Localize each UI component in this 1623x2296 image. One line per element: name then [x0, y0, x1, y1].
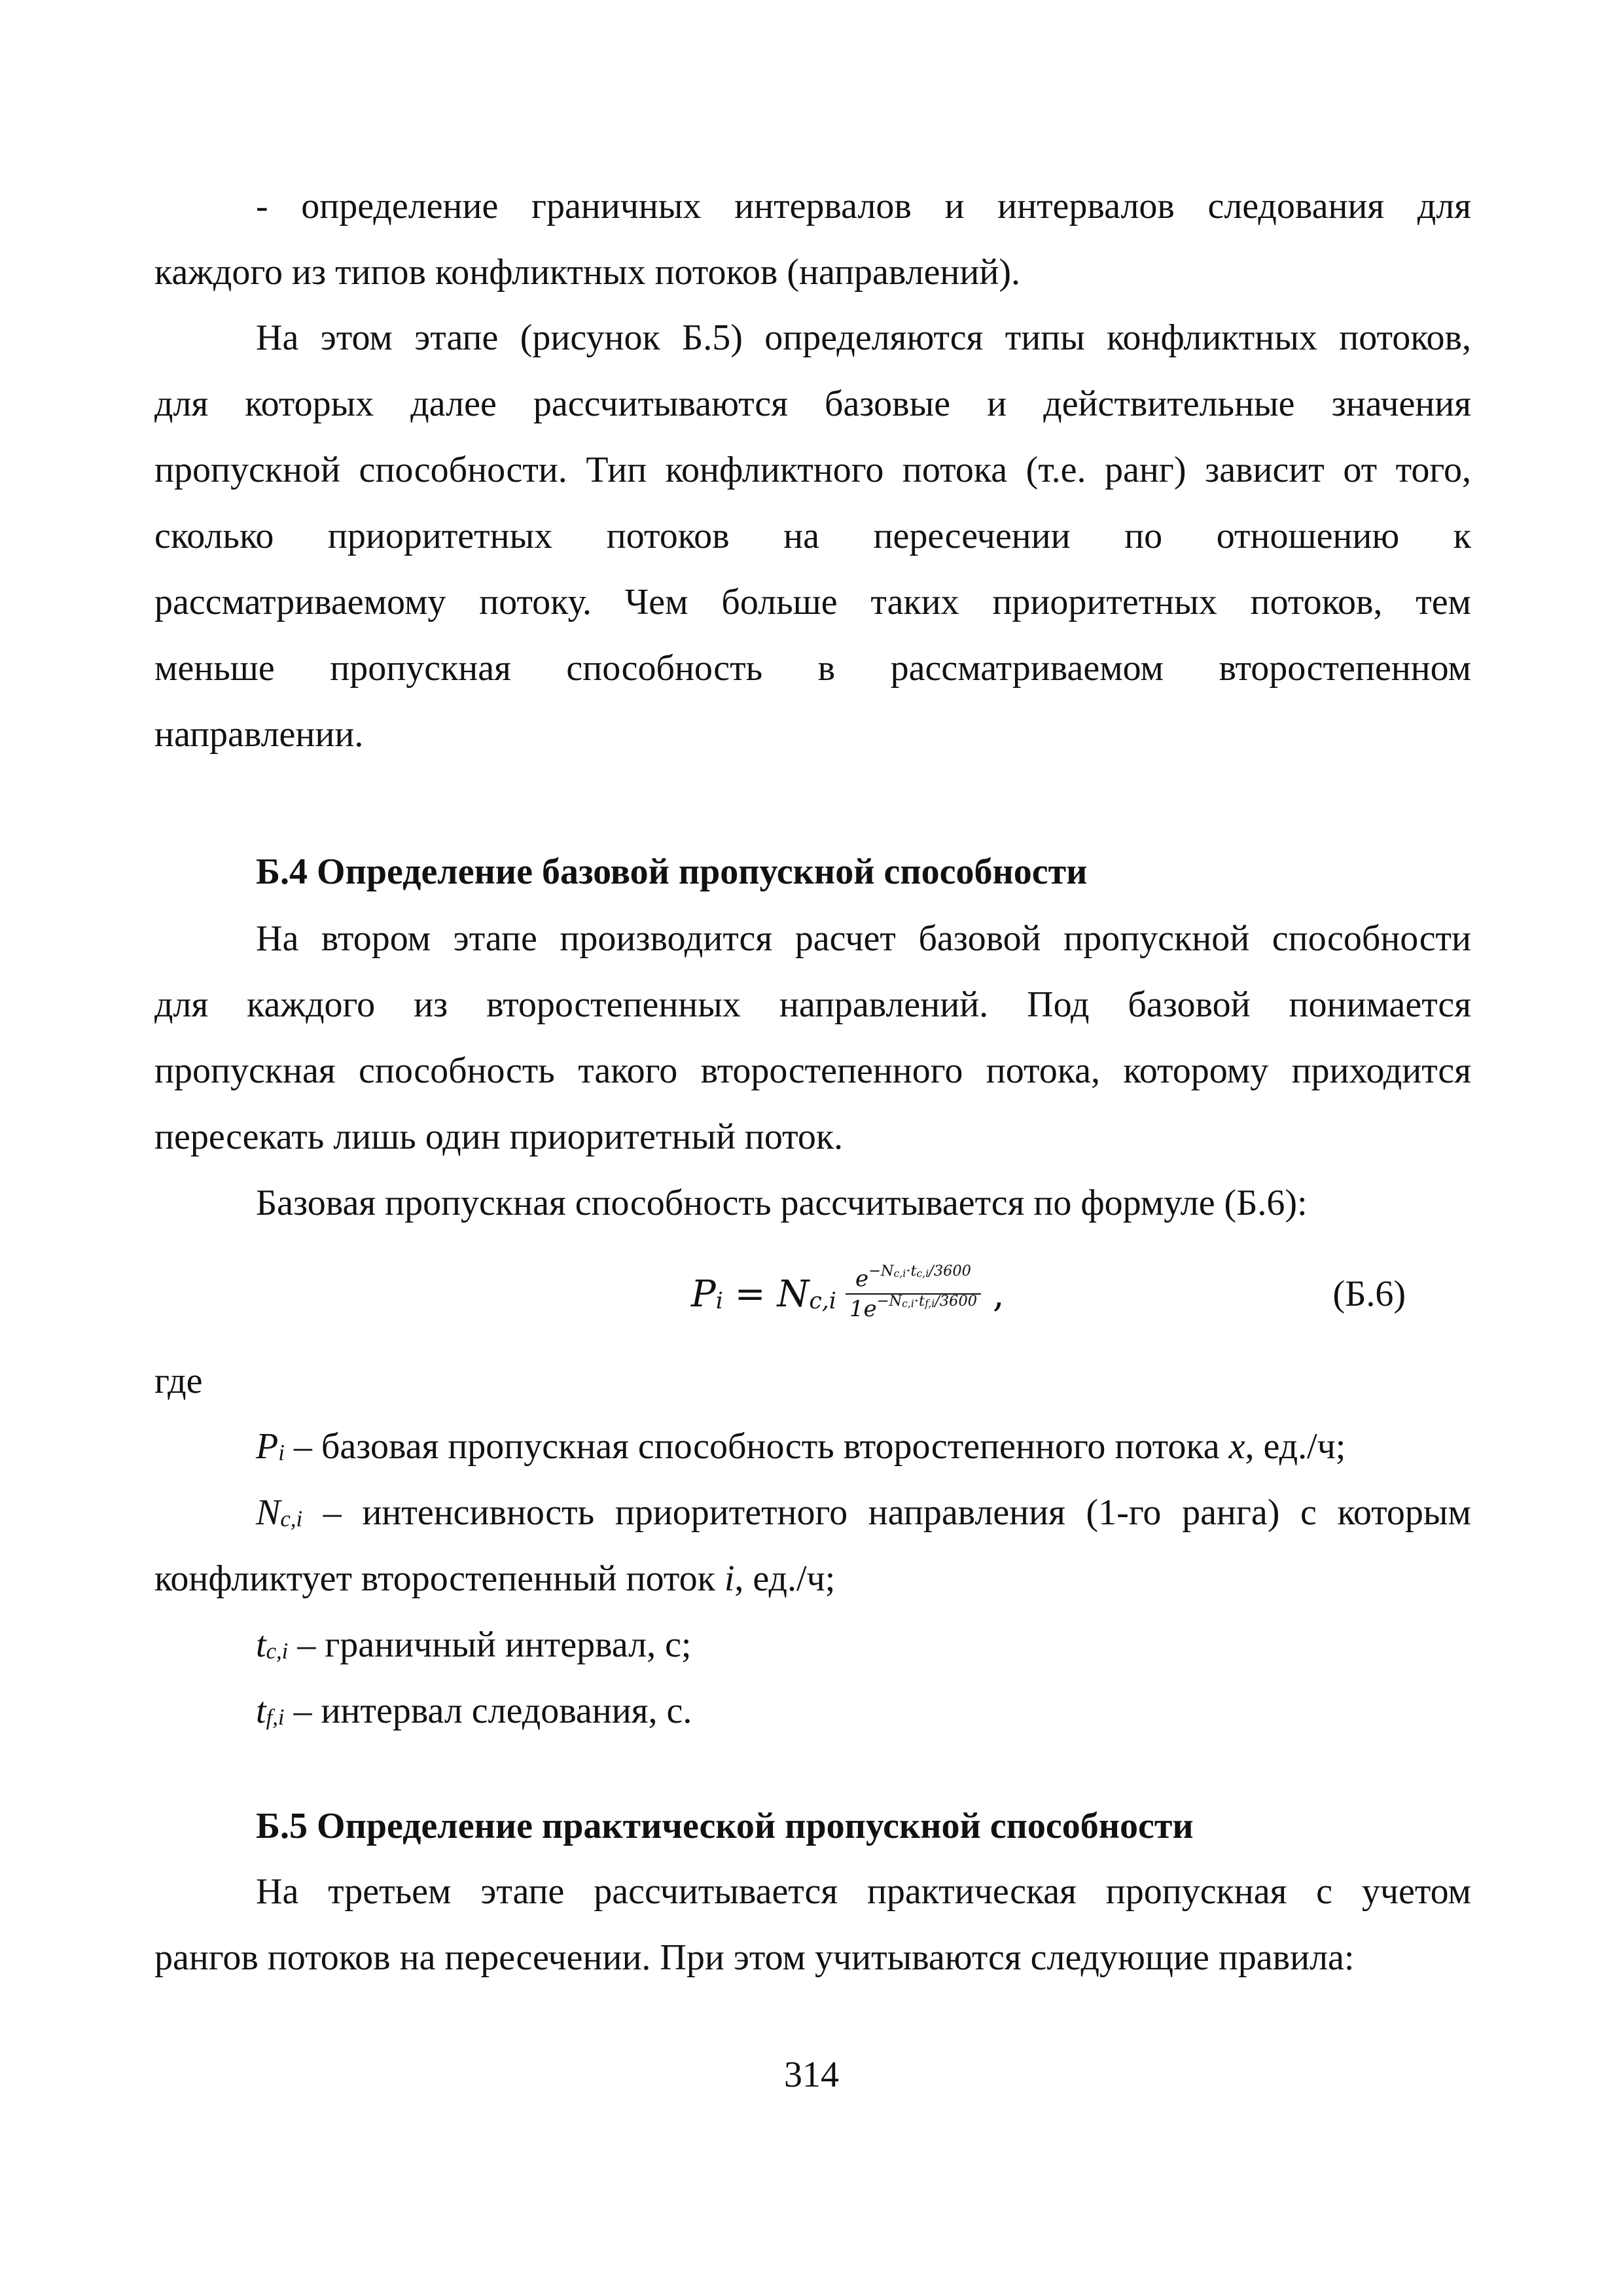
equation-number: (Б.6) — [1332, 1274, 1406, 1314]
paragraph-5 — [154, 1859, 1471, 1991]
formula-b6 — [691, 1232, 1005, 1356]
formula-block — [154, 1232, 1471, 1356]
definition-tc: $t_{c,i}$ – граничный интервал, с; — [256, 1624, 692, 1665]
formula-equals: = — [722, 1272, 777, 1316]
formula-denominator: $1e^{-N_{c,i}\cdot t_{f,i}/3600}$ — [846, 1293, 981, 1323]
formula-coefficient: $N_{c,i}$ — [777, 1272, 836, 1316]
text-line: На третьем этапе рассчитывается практическая пропускная с учетом — [256, 1871, 1471, 1912]
text-line: для каждого из второстепенных направлений. Под базовой понимается — [154, 984, 1471, 1025]
paragraph-4: Базовая пропускная способность рассчитывается по формуле (Б.6): — [256, 1183, 1308, 1223]
paragraph-2 — [154, 305, 1471, 768]
text-line: - определение граничных интервалов и интервалов следования для — [256, 186, 1471, 226]
paragraph-3 — [154, 906, 1471, 1170]
text-line: сколько приоритетных потоков на пересечении по отношению к — [154, 516, 1471, 556]
page-number: 314 — [784, 2054, 839, 2095]
text-line: меньше пропускная способность в рассматриваемом второстепенном — [154, 648, 1471, 689]
formula-fraction — [846, 1265, 981, 1323]
formula-numerator: $e^{-N_{c,i}\cdot t_{c,i}/3600}$ — [855, 1263, 971, 1292]
definition-tf: $t_{f,i}$ – интервал следования, с. — [256, 1691, 692, 1731]
text-line: пропускной способности. Тип конфликтного потока (т.е. ранг) зависит от того, — [154, 450, 1471, 490]
definition-n: $N_{c,i}$ – интенсивность приоритетного направления (1-го ранга) с которым — [256, 1492, 1471, 1533]
formula-trailing-comma: , — [981, 1272, 1005, 1316]
section-heading-b5: Б.5 Определение практической пропускной способности — [256, 1806, 1194, 1846]
formula-lhs: $P_i$ — [691, 1272, 723, 1316]
text-line: направлении. — [154, 714, 364, 755]
definition-n-continued: конфликтует второстепенный поток i, ед./ч; — [154, 1558, 836, 1599]
text-line: рангов потоков на пересечении. При этом учитываются следующие правила: — [154, 1937, 1355, 1978]
text-line: На этом этапе (рисунок Б.5) определяются типы конфликтных потоков, — [256, 317, 1471, 358]
section-heading-b4: Б.4 Определение базовой пропускной способности — [256, 852, 1088, 892]
paragraph-1 — [154, 173, 1471, 306]
text-line: для которых далее рассчитываются базовые и действительные значения — [154, 384, 1471, 424]
text-line: рассматриваемому потоку. Чем больше таких приоритетных потоков, тем — [154, 582, 1471, 622]
definition-p: $P_i$ – базовая пропускная способность второстепенного потока x, ед./ч; — [256, 1426, 1346, 1467]
definitions-list — [154, 1414, 1471, 1744]
text-line: каждого из типов конфликтных потоков (направлений). — [154, 252, 1020, 293]
where-label: где — [154, 1361, 203, 1401]
text-line: пропускная способность такого второстепенного потока, которому приходится — [154, 1050, 1471, 1091]
text-line: пересекать лишь один приоритетный поток. — [154, 1117, 844, 1157]
text-line: На втором этапе производится расчет базовой пропускной способности — [256, 918, 1471, 959]
